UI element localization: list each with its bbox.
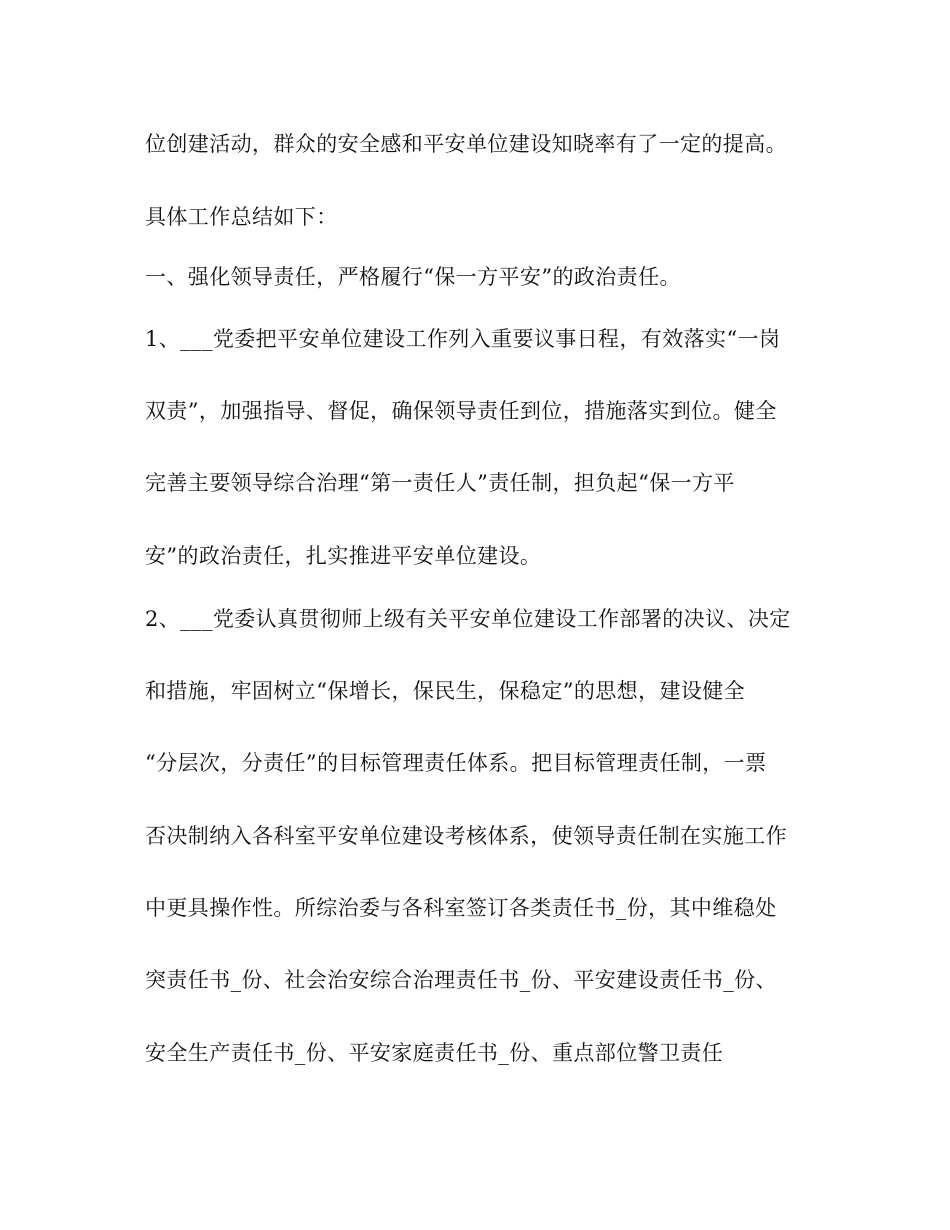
text-line: 突责任书_份、社会治安综合治理责任书_份、平安建设责任书_份、 xyxy=(145,968,777,992)
section-heading: 一、强化领导责任，严格履行“保一方平安”的政治责任。 xyxy=(145,265,681,289)
text-line: 安全生产责任书_份、平安家庭责任书_份、重点部位警卫责任 xyxy=(145,1041,724,1065)
text-line: 否决制纳入各科室平安单位建设考核体系，使领导责任制在实施工作 xyxy=(145,824,787,848)
text-line: 1、___党委把平安单位建设工作列入重要议事日程，有效落实“一岗 xyxy=(145,327,781,351)
text-line: 具体工作总结如下： xyxy=(145,205,338,229)
text-line: “分层次，分责任”的目标管理责任体系。把目标管理责任制，一票 xyxy=(145,751,767,775)
text-line: 安”的政治责任，扎实推进平安单位建设。 xyxy=(145,544,542,568)
text-line: 中更具操作性。所综治委与各科室签订各类责任书_份，其中维稳处 xyxy=(145,896,777,920)
text-line: 双责”，加强指导、督促，确保领导责任到位，措施落实到位。健全 xyxy=(145,399,777,423)
text-line: 完善主要领导综合治理“第一责任人”责任制，担负起“保一方平 xyxy=(145,471,735,495)
text-line: 和措施，牢固树立“保增长，保民生，保稳定”的思想，建设健全 xyxy=(145,679,746,703)
text-line: 2、___党委认真贯彻师上级有关平安单位建设工作部署的决议、决定 xyxy=(145,607,791,631)
text-line: 位创建活动，群众的安全感和平安单位建设知晓率有了一定的提高。 xyxy=(145,132,787,156)
